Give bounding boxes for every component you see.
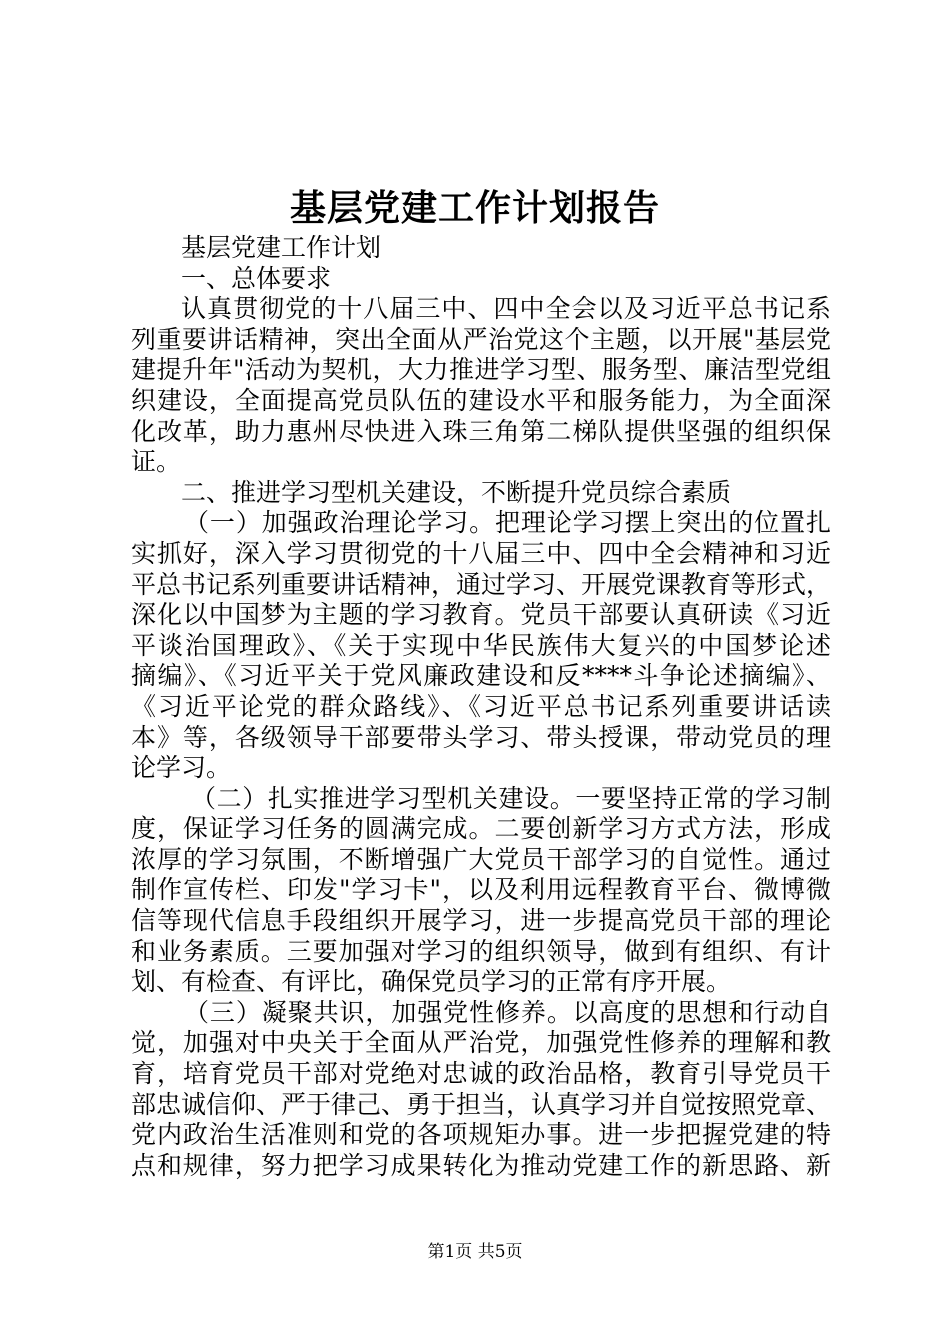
- text-line: 觉，加强对中央关于全面从严治党，加强党性修养的理解和教: [131, 1028, 831, 1058]
- text-line: 基层党建工作计划: [181, 233, 382, 262]
- text-line: 信等现代信息手段组织开展学习，进一步提高党员干部的理论: [131, 906, 831, 936]
- text-line: 证。: [131, 447, 182, 477]
- text-line: 论学习。: [131, 753, 232, 783]
- document-body: [131, 233, 831, 1181]
- document-title: 基层党建工作计划报告: [289, 187, 660, 229]
- text-line: 平总书记系列重要讲话精神，通过学习、开展党课教育等形式，: [131, 569, 832, 599]
- text-line: 划、有检查、有评比，确保党员学习的正常有序开展。: [131, 967, 732, 997]
- section-heading: 二、推进学习型机关建设，不断提升党员综合素质: [181, 477, 732, 507]
- text-line: 党内政治生活准则和党的各项规矩办事。进一步把握党建的特: [131, 1120, 831, 1150]
- page-footer: 第1页 共5页: [427, 1242, 523, 1262]
- text-line: 列重要讲话精神，突出全面从严治党这个主题，以开展"基层党: [131, 324, 831, 354]
- text-line: 实抓好，深入学习贯彻党的十八届三中、四中全会精神和习近: [131, 538, 831, 568]
- text-line: 度，保证学习任务的圆满完成。二要创新学习方式方法，形成: [131, 814, 831, 844]
- text-line: 制作宣传栏、印发"学习卡"，以及利用远程教育平台、微博微: [131, 875, 831, 905]
- section-heading: 一、总体要求: [181, 263, 332, 293]
- text-line: 和业务素质。三要加强对学习的组织领导，做到有组织、有计: [131, 936, 831, 966]
- text-line: 织建设，全面提高党员队伍的建设水平和服务能力，为全面深: [131, 385, 831, 415]
- text-line: 深化以中国梦为主题的学习教育。党员干部要认真研读《习近: [131, 600, 831, 630]
- text-line: 建提升年"活动为契机，大力推进学习型、服务型、廉洁型党组: [131, 355, 831, 385]
- text-line: 化改革，助力惠州尽快进入珠三角第二梯队提供坚强的组织保: [131, 416, 831, 446]
- text-line: 认真贯彻党的十八届三中、四中全会以及习近平总书记系: [181, 294, 831, 324]
- text-line: 育，培育党员干部对党绝对忠诚的政治品格，教育引导党员干: [131, 1059, 831, 1089]
- text-line: 平谈治国理政》、《关于实现中华民族伟大复兴的中国梦论述: [131, 630, 831, 660]
- text-line: 部忠诚信仰、严于律己、勇于担当，认真学习并自觉按照党章、: [131, 1089, 832, 1119]
- text-line: 本》等，各级领导干部要带头学习、带头授课，带动党员的理: [131, 722, 831, 752]
- text-line: 摘编》、《习近平关于党风廉政建设和反****斗争论述摘编》、: [131, 661, 831, 691]
- text-line: （一）加强政治理论学习。把理论学习摆上突出的位置扎: [184, 508, 831, 538]
- text-line: （二）扎实推进学习型机关建设。一要坚持正常的学习制: [191, 783, 831, 813]
- text-line: （三）凝聚共识，加强党性修养。以高度的思想和行动自: [184, 997, 831, 1027]
- text-line: 《习近平论党的群众路线》、《习近平总书记系列重要讲话读: [131, 691, 831, 721]
- text-line: 浓厚的学习氛围，不断增强广大党员干部学习的自觉性。通过: [131, 844, 831, 874]
- text-line: 点和规律，努力把学习成果转化为推动党建工作的新思路、新: [131, 1150, 831, 1180]
